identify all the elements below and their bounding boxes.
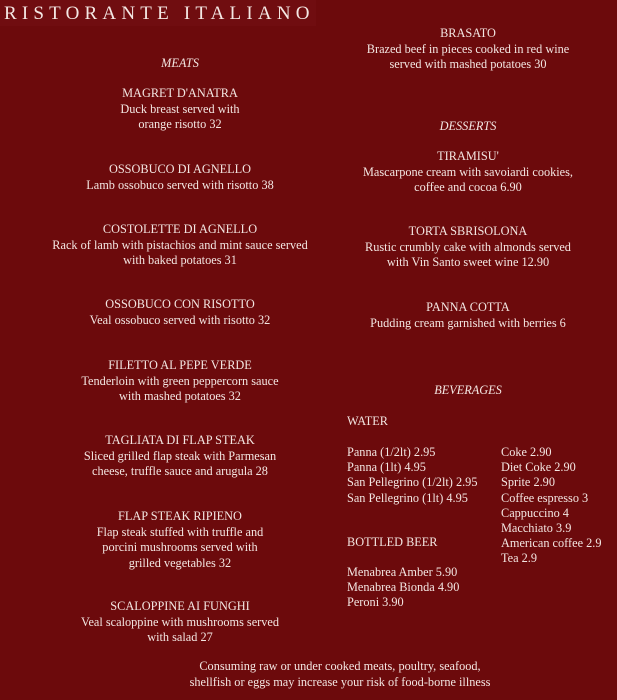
dish-description: Flap steak stuffed with truffle and bbox=[96, 524, 264, 539]
section-heading-desserts: DESSERTS bbox=[439, 119, 497, 133]
food-safety-notice bbox=[40, 658, 617, 690]
dish-description: Pudding cream garnished with berries 6 bbox=[370, 315, 566, 330]
dish-name: BRASATO bbox=[440, 26, 496, 40]
dish-name: OSSOBUCO DI AGNELLO bbox=[108, 162, 252, 176]
dish-description: Mascarpone cream with savoiardi cookies, bbox=[363, 164, 573, 179]
menu-item bbox=[20, 509, 340, 571]
dish-name: FLAP STEAK RIPIENO bbox=[118, 509, 242, 523]
dish-name: TAGLIATA DI FLAP STEAK bbox=[105, 433, 255, 447]
beverage-item: Cappuccino 4 bbox=[501, 505, 569, 520]
beverage-item: Menabrea Bionda 4.90 bbox=[347, 580, 460, 595]
dish-description: Sliced grilled flap steak with Parmesan bbox=[83, 448, 277, 463]
beverage-item: Panna (1/2lt) 2.95 bbox=[347, 445, 436, 459]
dish-name: PANNA COTTA bbox=[426, 300, 510, 314]
dish-description: porcini mushrooms served with bbox=[102, 540, 258, 555]
menu-item bbox=[20, 162, 340, 193]
beverage-item: San Pellegrino (1lt) 4.95 bbox=[347, 490, 468, 505]
dish-description: Rustic crumbly cake with almonds served bbox=[365, 239, 571, 254]
section-heading-meats: MEATS bbox=[161, 56, 199, 70]
dish-description: Rack of lamb with pistachios and mint sauce served bbox=[52, 237, 308, 252]
dish-name: SCALOPPINE AI FUNGHI bbox=[110, 599, 250, 613]
beverage-item: Macchiato 3.9 bbox=[501, 521, 572, 535]
dish-name: OSSOBUCO CON RISOTTO bbox=[105, 297, 255, 311]
dish-description: Brazed beef in pieces cooked in red wine bbox=[366, 41, 570, 56]
beverage-item: Menabrea Amber 5.90 bbox=[347, 565, 458, 579]
menu-item bbox=[20, 599, 340, 646]
water-heading: WATER bbox=[347, 414, 388, 428]
dish-name: MAGRET D'ANATRA bbox=[122, 86, 238, 100]
beverage-item: Tea 2.9 bbox=[501, 551, 538, 566]
section-heading-beverages: BEVERAGES bbox=[434, 383, 502, 397]
dish-description: orange risotto 32 bbox=[138, 117, 222, 132]
restaurant-title: RISTORANTE ITALIANO bbox=[0, 0, 316, 26]
dish-description: Tenderloin with green peppercorn sauce bbox=[81, 373, 279, 388]
menu-item bbox=[20, 222, 340, 269]
menu-item bbox=[20, 358, 340, 405]
menu-item bbox=[20, 433, 340, 480]
dish-description: served with mashed potatoes 30 bbox=[389, 57, 547, 72]
beer-heading: BOTTLED BEER bbox=[347, 535, 438, 549]
beverage-item: Coffee espresso 3 bbox=[501, 490, 589, 505]
beverage-item: Coke 2.90 bbox=[501, 445, 552, 459]
menu-item bbox=[310, 300, 617, 331]
beverage-item: Sprite 2.90 bbox=[501, 475, 555, 490]
footer-line: shellfish or eggs may increase your risk of food-borne illness bbox=[189, 675, 491, 689]
beverage-item: Peroni 3.90 bbox=[347, 595, 404, 610]
menu-item bbox=[310, 26, 617, 73]
menu-item bbox=[20, 86, 340, 133]
dish-description: coffee and cocoa 6.90 bbox=[414, 180, 522, 195]
menu-item bbox=[310, 224, 617, 271]
dish-description: Veal scaloppine with mushrooms served bbox=[80, 614, 280, 629]
dish-description: grilled vegetables 32 bbox=[128, 555, 232, 570]
dish-description: Lamb ossobuco served with risotto 38 bbox=[86, 177, 274, 192]
footer-line: Consuming raw or under cooked meats, poultry, seafood, bbox=[199, 659, 481, 673]
beverage-item: Panna (1lt) 4.95 bbox=[347, 460, 426, 475]
dish-name: COSTOLETTE DI AGNELLO bbox=[102, 222, 258, 236]
dish-description: with Vin Santo sweet wine 12.90 bbox=[386, 255, 550, 270]
menu-item bbox=[20, 297, 340, 328]
dish-description: with baked potatoes 31 bbox=[123, 253, 237, 268]
dish-description: Duck breast served with bbox=[120, 101, 240, 116]
dish-name: FILETTO AL PEPE VERDE bbox=[108, 358, 252, 372]
beverage-item: San Pellegrino (1/2lt) 2.95 bbox=[347, 475, 478, 490]
beverage-item: Diet Coke 2.90 bbox=[501, 460, 576, 475]
dish-description: Veal ossobuco served with risotto 32 bbox=[89, 312, 271, 327]
dish-name: TORTA SBRISOLONA bbox=[408, 224, 528, 238]
dish-description: cheese, truffle sauce and arugula 28 bbox=[92, 464, 268, 479]
dish-description: with mashed potatoes 32 bbox=[119, 389, 241, 404]
beverage-item: American coffee 2.9 bbox=[501, 536, 602, 551]
dish-description: with salad 27 bbox=[147, 630, 213, 645]
menu-item bbox=[310, 149, 617, 196]
dish-name: TIRAMISU' bbox=[437, 149, 499, 163]
